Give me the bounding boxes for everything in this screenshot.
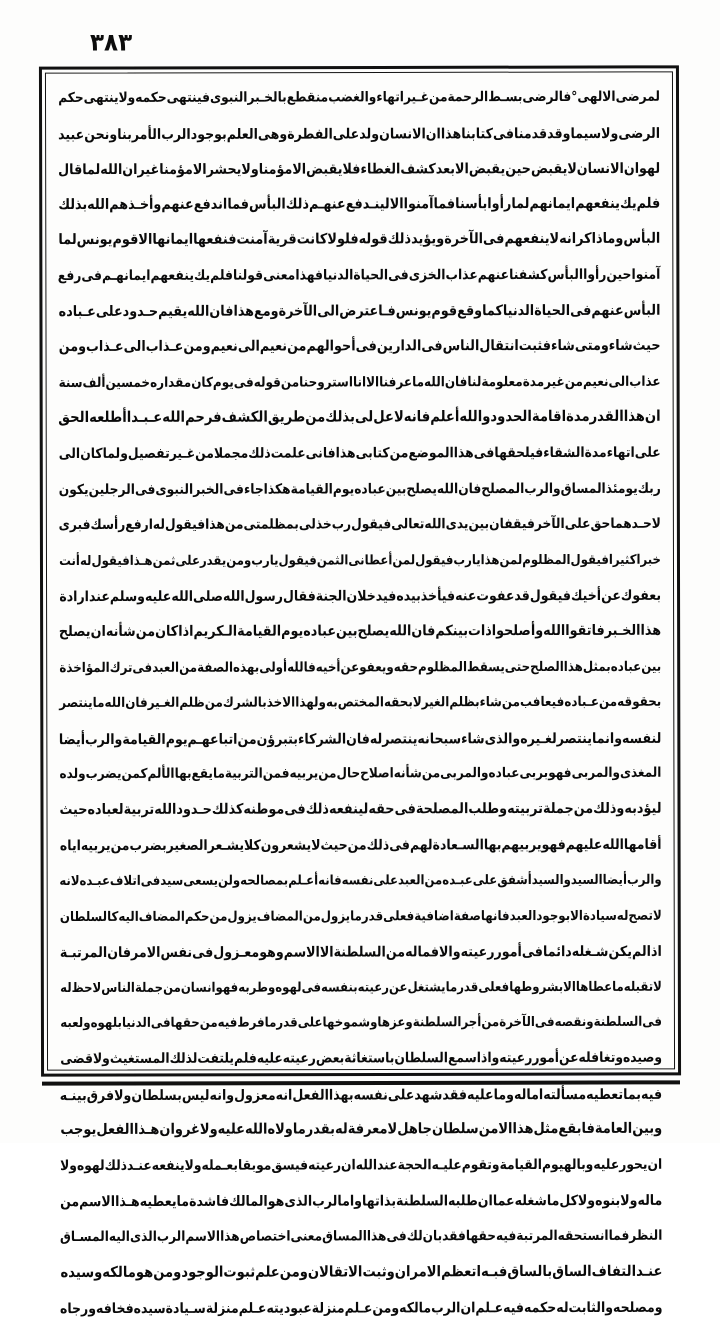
folio-number-container bbox=[0, 30, 720, 56]
text-line: ربك يومئذ المساق والرب المصلح فان الله يصلح بين عباده يوم القيامة هكذا جاء فى الخبر النبوى فى الرجلين يكون bbox=[58, 479, 661, 497]
text-line: لاحـدهما حق على الآخر فيقفان بين يدى الله تعالى فيقول رب خذ لى بمظلمتى من هذا فيقول له ارفع رأسك فبرى bbox=[58, 515, 661, 533]
text-line: عذاب الى نعيم من غير مدة معلومة لنا فان الله ما عرفنا الا انا استر وحنا من قوله فى يوم كان مقداره خمسين ألف سنة bbox=[58, 373, 661, 391]
text-line: بين عباده بمثل هذا الصلح حتى يسقط المظلوم حقه ويعفو عن أخيه فالله أولى بهذه الصفة من العبد فى ترك المؤاخذة bbox=[59, 657, 662, 675]
text-line: ان هذا القدر مدة اقامة الحدود والله أعلم فانه لا عل لى بذلك من طر يق الكشف فرحم الله عـبـدا أطلعه الحق bbox=[58, 408, 661, 427]
text-line: آمنوا حين رأوا البأس كشفنا عنهم عذاب الخزى فى الحياة الدنيا فهذا معنى قولنا فلم يك ينفعهم ايمانهـم فى رفع bbox=[57, 266, 661, 284]
text-line: لهوان الانسان لا يقبض حين يقبض الا بعد كشف الغطاء فلا يقبض الا مؤمنا ولا يحشر الا مؤمنا غير ان الله لما قال bbox=[58, 159, 661, 178]
text-line: البأس وماذا كر انه لا ينفعهم فى الآخرة ويؤ يد ذلك قوله فلولا كانت قرية آمنت فنفعها ايمانها الا قوم يونس لما bbox=[58, 230, 661, 249]
text-line: عنـد التفاف الساق بالساق فبـه اتعظم الامر ان وثبت الاتقالان ومن علم ثبوت الوجود ومن هو مالكه وسيده bbox=[60, 1263, 663, 1282]
text-line: ليؤدبه وذلك من جملة تر بيته وطلب المصلحة فى حقه لينفعه ذلك فى موطنه كذلك حـدود الله تر بية لعباده حيث bbox=[59, 800, 662, 819]
text-line: البأس عنهم فى الحياة الدنيا كما وقع قوم يونس فـاعترض الى الآخرة ومع هذا فان الله يقيم حـدود على عـباده bbox=[58, 301, 661, 321]
text-line: ان يحو ر عليه وبالهيوم القيامة وتقوم عليـه الحجة عند الله ان رعيته فيسق مو بقا بعـمله ولا ينفعه عنـد ذلك لهوه ولا bbox=[60, 1156, 663, 1174]
text-line: فلم يك ينفعهم ايمانهم لما رأوا بأسنا فما آمنوا الا لينـدفع عنهـم ذلك البأس فما اندفع عنهم وأخـذهم الله بذلك bbox=[58, 195, 661, 214]
text-line: هذا الخـبر فاتقوا الله وأصلحوا ذات بينكم فان الله يصلح بين عباده يوم القيامة الـكر يم اذا كان من شأنه ان يصلح bbox=[58, 622, 662, 641]
text-line: المغذى والمر بى فهو بر بى عباده والمر بى من شأنه اصلاح حال من ير بيه فمن التربية ما يقع بها الألم كمن يضرب ولده bbox=[59, 764, 662, 782]
text-line: وصيده وتغافله عن أمو ر رعيته واذا سمع السلطان باستغاثة بعض رعيته عليه فلم يلتفت لذلك المستغيث ولا قضى bbox=[60, 1049, 663, 1067]
text-line: لنفسه وانما ينتصر لغـيره والذى شاء سبحانه ينتصر له فان الشركاء بتبر ؤن من اتباعهـم يوم القيامة والرب أيضا bbox=[58, 729, 662, 748]
text-line: فيه بما تعطيه مسألته ا ماله وما عليه فقد شهد على نفسه بهذا الفعل انه معز ول وانه ليس بسلطان ولا فرق بينـه bbox=[59, 1085, 663, 1104]
text-line: ومصلحه والثابت له حكمه فيه عـلم ان الرب مالكه ومن عـلم منزلة عبوديته عـلم منزلة سـيادة سيده فخافه ورجاه bbox=[59, 1298, 663, 1317]
text-line: فى السلطنة ونقصه فى الآخرة من أجر السلطنة وعزها وشموخها على قدر ما فرط فيه من حقها فى الدنيا بلهوه ولعبه bbox=[60, 1013, 662, 1031]
text-line: اذا لم يكن شـغله دائما فى أمو ر رعيته والا فماله من السلطنة الا الاسم وهو معـزول فى نفس الامر فان المرتبـة bbox=[59, 942, 662, 961]
body-text-block bbox=[49, 77, 671, 1317]
text-line: خبرا كثيرا فيقول المظلوم لمن هذا يارب فيقول لمن أعطانى الثمن فيقول يارب ومن يقدر على ثمن هـذا فيقول له أنت bbox=[59, 551, 661, 569]
text-line: لمرضى الالهى° فالرضى بسـط الرحمة من غـير اتهاء والغضب منقطع بالخـبر النبوى فينتهى حكمه ولا ينتهى حكم bbox=[58, 88, 661, 106]
text-line: على اتهاء مدة الشقاء فيلحقها فى هذا الموضع من كتابى هذا فانى علمت ذلك مجملا من غـير تفصيل ولما كان الى bbox=[58, 444, 661, 462]
text-line: النظر فما انستحقه المرتبة فيه حقها فقد بان لك فى هذا المساق معنى اختصاص هذا الاسم الرب الذى اليه المسـاق bbox=[60, 1227, 663, 1245]
text-line: والرب أيضا السيد والسيد أشفق على عبـده من العبد على نفسه فانه أعـلم بمصالحه ولن يسعى سيد فى اتلاف عبـده لانه bbox=[59, 871, 662, 889]
text-line: وبين العامة فابقع مثل هذا الامن سلطان جاهل لا معرفة له بقدر ما ولاه الله عليه ولا غر وان هـذا الفعل يوجب bbox=[60, 1120, 663, 1139]
folio-number: ٣٨٣ bbox=[90, 29, 133, 57]
text-line: بحقوقه من عـباده فيعافب من شاء بظلم الغير لا بحقه المختص به ولهذا الاخذ بالشرك من ظلم الغـير فان الله ما ينتصر bbox=[59, 693, 662, 711]
text-line: لا تصح له سيادة الا بوجود العبد فانها صفة اضافية فعلى قدر ما يز ول من المضاف يز ول من حكم المضاف اليه كالسلطان bbox=[59, 907, 662, 925]
text-line: الرضى ولاسيما وقد قدمنا فى كتابنا هذا ان الانسان ولد على الفطرة وهى العلم بوجود الرب الأمر بنا ونحن عبيد bbox=[58, 124, 661, 143]
text-line: بعفوك عن أخيك فيقول قد عفوت عنه فيأخذ بيده فيدخلان الجنة فقال رسول الله صلى الله عليه وسلم عند ارادة bbox=[59, 586, 662, 605]
text-line: حيث شاء ومتى شاء فثبت انتقال الناس فى الدار ين فى أحوالهم من نعيم الى نعيم ومن عـذاب الى عـذاب ومن bbox=[58, 337, 661, 356]
text-line: لا تقبله ما عطاها الا بشر وطها فعلى قدر ما يشتغل عن رعيته بنفسه فى لهوه وطر به فهو انسان من جملة الناس لا حظ له bbox=[60, 978, 662, 996]
text-line: ماله ولا بنوه ولا كل ما شغله عما ان طلبه السلطنة بذاتها وامالرب الذى هو المالك فاشدة ما يعطيه هـذا الاسم من bbox=[60, 1191, 663, 1210]
text-line: أقامها الله عليهم فهو ير بيهم بها السـعادة لهم فى ذلك من حيث لا يشعر ون كلا يشـعر الصغير بضرب من ير بيه اياه bbox=[59, 835, 662, 854]
